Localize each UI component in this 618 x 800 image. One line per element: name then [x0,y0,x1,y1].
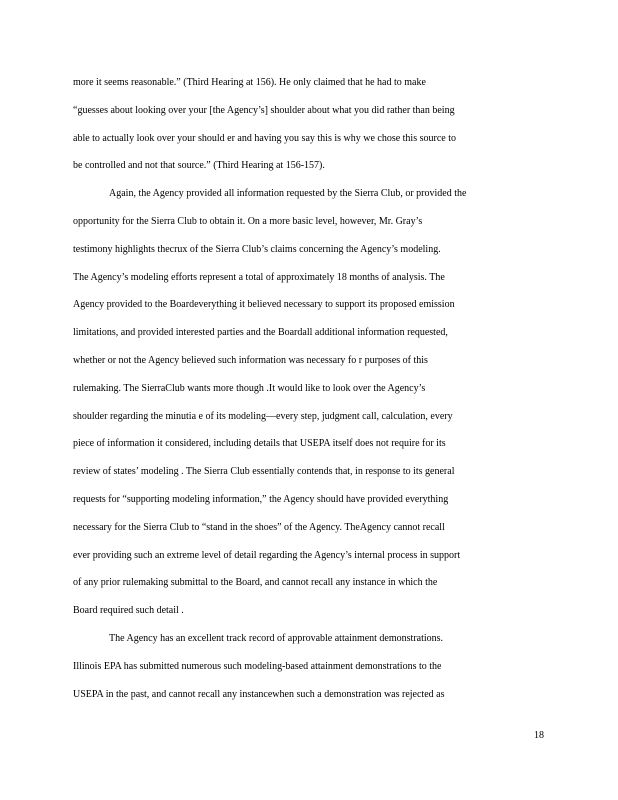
paragraph-first-line: Again, the Agency provided all information requested by the Sierra Club, or provided the [109,188,467,200]
text-line: be controlled and not that source.” (Third Hearing at 156-157). [73,160,325,172]
text-line: necessary for the Sierra Club to “stand in the shoes” of the Agency. TheAgency cannot recall [73,521,445,533]
text-line: Board required such detail . [73,605,184,617]
text-line: more it seems reasonable.” (Third Hearing at 156). He only claimed that he had to make [73,77,426,88]
text-line: requests for “supporting modeling information,” the Agency should have provided everything [73,493,449,505]
page-number: 18 [534,730,544,741]
body-text [73,69,539,708]
text-line: testimony highlights thecrux of the Sierra Club’s claims concerning the Agency’s modeling. [73,243,441,255]
text-line: rulemaking. The SierraClub wants more though .It would like to look over the Agency’s [73,382,426,394]
text-line: opportunity for the Sierra Club to obtain it. On a more basic level, however, Mr. Gray’s [73,215,423,227]
text-line: of any prior rulemaking submittal to the Board, and cannot recall any instance in which the [73,577,438,589]
text-line: limitations, and provided interested parties and the Boardall additional information requested, [73,327,448,339]
text-line: review of states’ modeling . The Sierra Club essentially contends that, in response to its general [73,466,455,478]
text-line: Agency provided to the Boardeverything it believed necessary to support its proposed emission [73,299,455,311]
text-line: USEPA in the past, and cannot recall any instancewhen such a demonstration was rejected as [73,688,445,700]
text-line: ever providing such an extreme level of detail regarding the Agency’s internal process in support [73,549,461,561]
text-line: able to actually look over your should er and having you say this is why we chose this source to [73,132,456,144]
paragraph-first-line: The Agency has an excellent track record of approvable attainment demonstrations. [109,632,444,644]
text-line: Illinois EPA has submitted numerous such modeling-based attainment demonstrations to the [73,660,442,672]
text-line: The Agency’s modeling efforts represent a total of approximately 18 months of analysis. The [73,271,445,283]
text-line: shoulder regarding the minutia e of its modeling—every step, judgment call, calculation, every [73,410,453,422]
text-line: “guesses about looking over your [the Agency’s] shoulder about what you did rather than being [73,104,455,116]
text-line: whether or not the Agency believed such information was necessary fo r purposes of this [73,354,428,366]
text-line: piece of information it considered, including details that USEPA itself does not require for its [73,438,446,450]
